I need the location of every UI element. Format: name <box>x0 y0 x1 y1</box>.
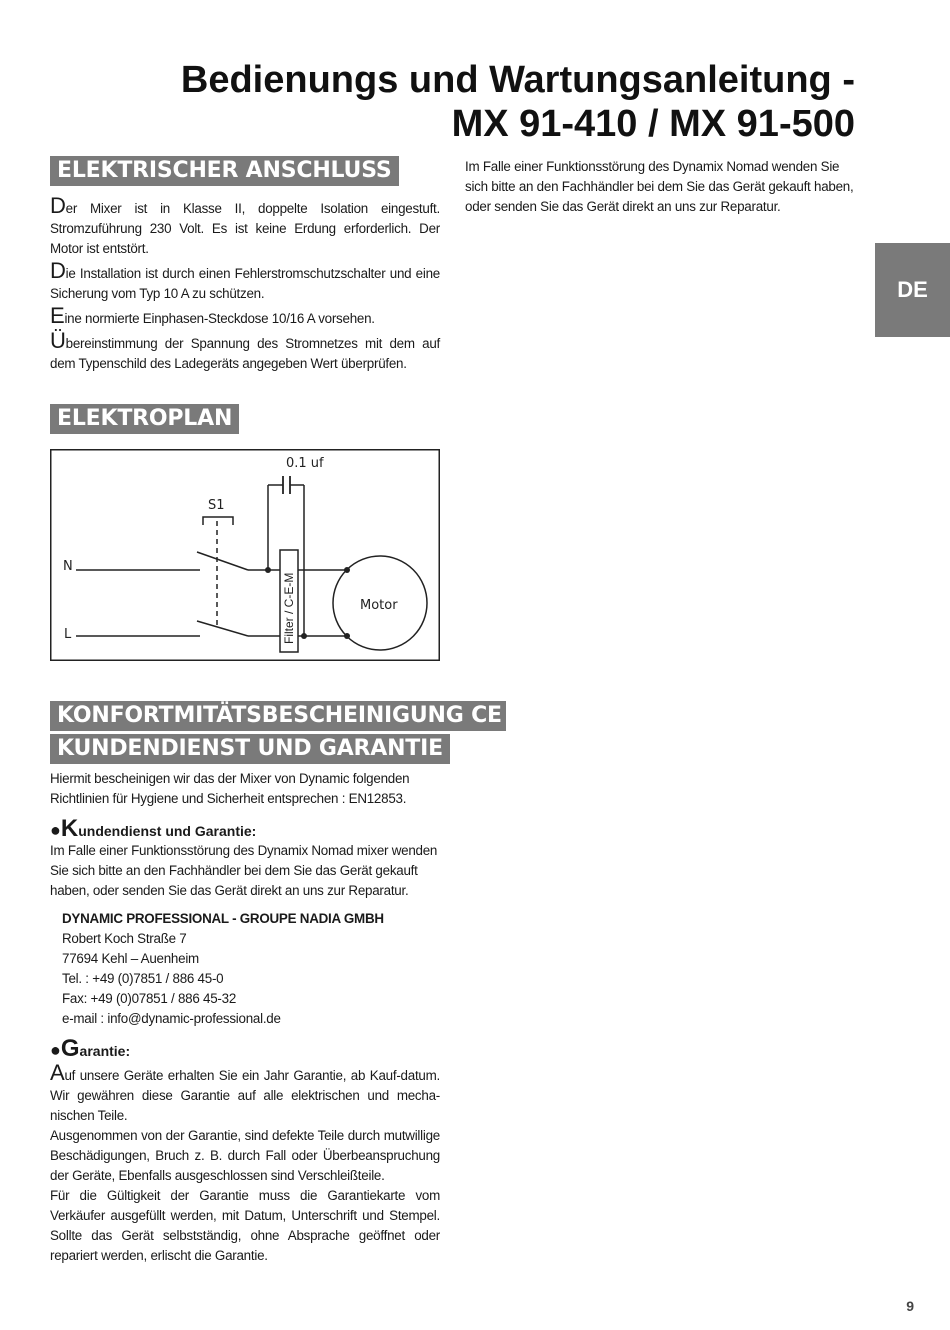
company-name: DYNAMIC PROFESSIONAL - GROUPE NADIA GMBH <box>62 911 384 926</box>
address-fax: Fax: +49 (0)07851 / 886 45-32 <box>62 991 237 1006</box>
kundendienst-heading <box>50 815 442 842</box>
page-number: 9 <box>906 1298 914 1314</box>
paragraph-text: bereinstimmung der Spannung des Stromnetzes mit dem auf dem Typenschild des Ladegeräts angegeben Wert überprüfen. <box>50 336 440 371</box>
section-heading-elektrischer: ELEKTRISCHER ANSCHLUSS <box>50 156 399 186</box>
switch-actuator <box>203 517 233 525</box>
conformity-intro: Hiermit bescheinigen wir das der Mixer von Dynamic folgenden Richtlinien für Hygiene und Sicherheit entsprechen : EN12853. <box>50 771 410 806</box>
address-tel: Tel. : +49 (0)7851 / 886 45-0 <box>62 971 224 986</box>
address-city: 77694 Kehl – Auenheim <box>62 951 199 966</box>
paragraph-text: er Mixer ist in Klasse II, doppelte Isolation eingestuft. Stromzuführung 230 Volt. Es ist keine Erdung erforderlich. Der Motor ist entstört. <box>50 201 440 256</box>
heading-text: arantie: <box>79 1043 131 1059</box>
paragraph <box>50 193 440 259</box>
drop-cap: G <box>60 1035 80 1062</box>
garantie-paragraph-2: Ausgenommen von der Garantie, sind defekte Teile durch mutwillige Beschädigungen, Bruch z. B. durch Fall oder Überbeanspruchung der Geräte, Ebenfalls ausgeschlossen sind Verschleißteile. <box>50 1128 440 1183</box>
page-title-line1: Bedienungs und Wartungsanleitung - <box>180 59 855 101</box>
language-tab: DE <box>875 243 950 337</box>
paragraph <box>50 328 440 374</box>
kundendienst-text: Im Falle einer Funktionsstörung des Dynamix Nomad mixer wenden Sie sich bitte an den Fachhändler bei dem Sie das Gerät gekauft haben, oder senden Sie das Gerät direkt an uns zur Reparatur. <box>50 843 438 898</box>
filter-label: Filter / C-E-M <box>282 572 296 644</box>
paragraph-text: ie Installation ist durch einen Fehlerstromschutzschalter und eine Sicherung vom Typ 10 A zu schützen. <box>50 266 440 301</box>
neutral-label: N <box>63 559 73 574</box>
line-label: L <box>64 627 72 642</box>
drop-cap: A <box>50 1060 65 1085</box>
motor-label: Motor <box>360 598 398 613</box>
page-title-line2: MX 91-410 / MX 91-500 <box>451 103 855 145</box>
switch-label: S1 <box>208 498 225 513</box>
left-column <box>50 156 440 374</box>
right-column <box>465 157 857 217</box>
garantie-heading <box>50 1035 442 1062</box>
diagram-frame <box>51 450 440 661</box>
address-street: Robert Koch Straße 7 <box>62 931 187 946</box>
right-column-text: Im Falle einer Funktionsstörung des Dynamix Nomad wenden Sie sich bitte an den Fachhändler bei dem Sie das Gerät gekauft haben, oder senden Sie das Gerät direkt an uns zur Reparatur. <box>465 159 854 214</box>
garantie-paragraph-1 <box>50 1060 440 1126</box>
bullet-icon: ● <box>50 1040 61 1060</box>
paragraph-text: ine normierte Einphasen-Steckdose 10/16 A vorsehen. <box>64 311 375 326</box>
section-heading-konformitaet: KONFORTMITÄTSBESCHEINIGUNG CE <box>50 701 506 731</box>
drop-cap: D <box>50 193 66 218</box>
heading-text: undendienst und Garantie: <box>78 823 257 839</box>
switch-contact-l <box>197 621 248 636</box>
capacitor-label: 0.1 uf <box>286 456 324 471</box>
conformity-section <box>50 701 502 1266</box>
paragraph <box>50 303 440 329</box>
address-email: e-mail : info@dynamic-professional.de <box>62 1011 281 1026</box>
bullet-icon: ● <box>50 820 61 840</box>
section-heading-elektroplan: ELEKTROPLAN <box>50 404 239 434</box>
circuit-diagram <box>50 449 440 661</box>
switch-contact-n <box>197 552 248 570</box>
junction-dot <box>301 633 307 639</box>
drop-cap: D <box>50 258 66 283</box>
paragraph <box>50 258 440 304</box>
section-heading-kundendienst: KUNDENDIENST UND GARANTIE <box>50 734 450 764</box>
page-title <box>95 58 855 146</box>
junction-dot <box>265 567 271 573</box>
drop-cap: Ü <box>50 328 66 353</box>
address-block <box>62 909 442 1029</box>
drop-cap: E <box>50 303 65 328</box>
paragraph-text: uf unsere Geräte erhalten Sie ein Jahr Garantie, ab Kauf-datum. Wir gewähren diese Garantie auf alle elektrischen und mecha-nischen Teile. <box>50 1068 440 1123</box>
drop-cap: K <box>60 815 79 842</box>
garantie-paragraph-3: Für die Gültigkeit der Garantie muss die Garantiekarte vom Verkäufer ausgefüllt werden, mit Datum, Unterschrift und Stempel. Sollte das Gerät selbstständig, ohne Absprache geöffnet oder repariert werden, erlischt die Garantie. <box>50 1188 440 1263</box>
